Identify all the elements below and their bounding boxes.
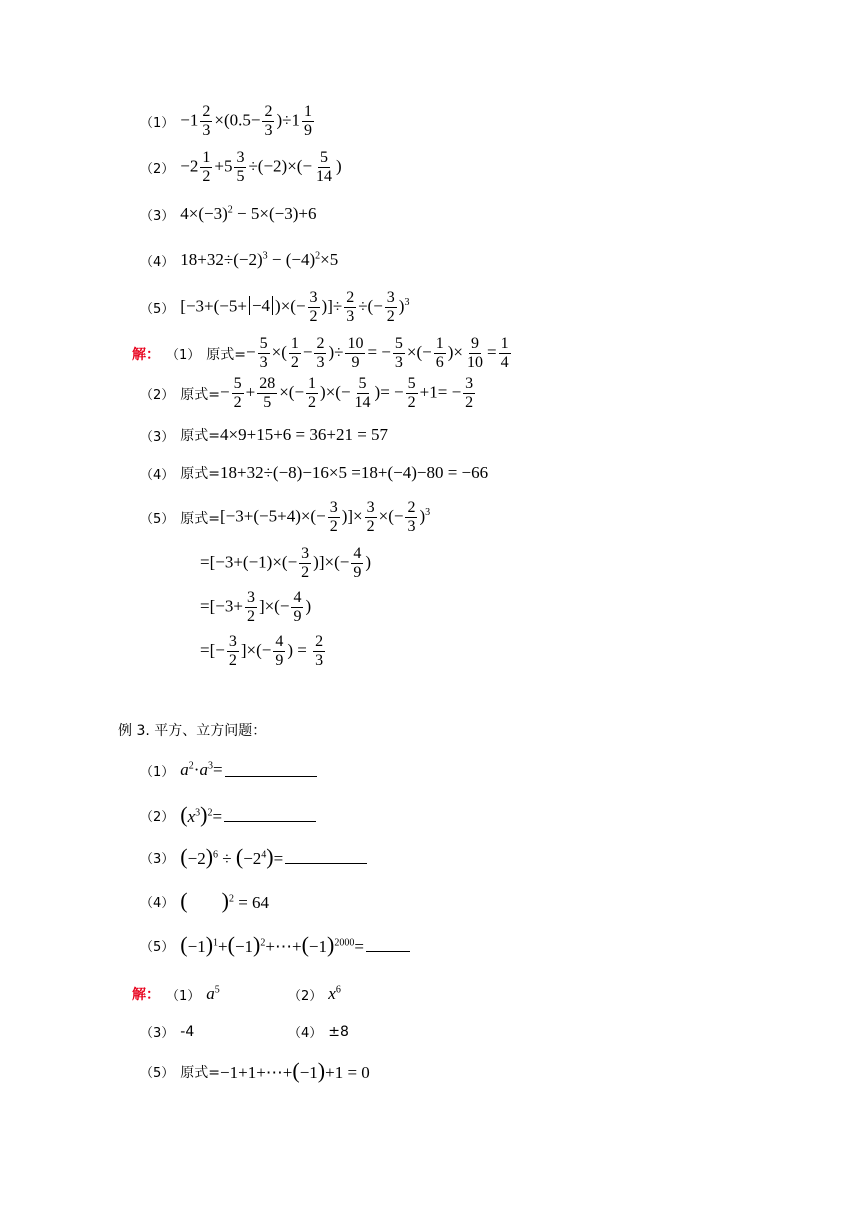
expression: [−3+(−5+ −4 )×(− $\frac{3}{2}$ )]÷ $\frac{2}{3}$ ÷(− $\frac{3}{2}$ )$^3$ xyxy=(180,289,410,325)
solution-number: （5） xyxy=(140,512,175,527)
solution-heading: 解： xyxy=(132,346,160,363)
problem-number: （2） xyxy=(140,162,175,177)
problem-4 xyxy=(140,250,338,270)
expression: =[−3+(−1)×(− $\frac{3}{2}$ )]×(− $\frac{4}{9}$ ) xyxy=(200,545,372,581)
section-title: 例 3. 平方、立方问题： xyxy=(118,723,267,739)
solution-number: （1） xyxy=(166,348,201,363)
problem-number: （4） xyxy=(140,254,175,270)
solution-number: （4） xyxy=(140,467,175,483)
expression: $(x^3)^2=$ xyxy=(180,802,223,827)
question-number: （5） xyxy=(140,940,175,955)
question-2 xyxy=(140,804,316,827)
answer-number: （1） xyxy=(166,988,201,1004)
problem-number: （1） xyxy=(140,116,175,131)
yuanshi-label: 原式= xyxy=(180,1064,221,1081)
question-number: （1） xyxy=(140,764,175,780)
answer-3 xyxy=(140,1022,194,1041)
expression: 18+32÷(−8)−16×5 =18+(−4)−80 = −66 xyxy=(220,463,489,482)
expression: $4\times(-3)^2 - 5\times(-3)+6$ xyxy=(180,204,317,223)
solution-heading: 解： xyxy=(132,987,160,1003)
expression: $a^2\cdot a^3=$ xyxy=(180,760,223,779)
solution-5 xyxy=(140,500,430,535)
expression: =[−3+ $\frac{3}{2}$ ]×(− $\frac{4}{9}$ ) xyxy=(200,589,312,625)
yuanshi-label: 原式= xyxy=(180,466,221,482)
expression: − $\frac{5}{2}$ + $\frac{28}{5}$ ×(− $\frac{1}{2}$ )×(− $\frac{5}{14}$ )= − $\frac{5}{2}$ +1= − $\frac{3}{2}$ xyxy=(220,375,474,411)
expression: −1+1+⋯+(−1)+1 = 0 xyxy=(220,1058,370,1083)
expression: [−3+(−5+4)×(− $\frac{3}{2}$ )]× $\frac{3}{2}$ ×(− $\frac{2}{3}$ )$^3$ xyxy=(220,499,431,535)
expression: $(-1)^1+(-1)^2+\cdots+(-1)^{2000}=$ xyxy=(180,932,364,957)
expression: ( )$^2$ = 64 xyxy=(180,888,270,913)
question-number: （2） xyxy=(140,810,175,825)
problem-number: （5） xyxy=(140,302,175,317)
problem-2 xyxy=(140,150,342,185)
expression: =[− $\frac{3}{2}$ ]×(− $\frac{4}{9}$ ) = $\frac{2}{3}$ xyxy=(200,633,324,669)
answer-number: （5） xyxy=(140,1066,175,1081)
problem-3 xyxy=(140,204,316,224)
answers-row-1 xyxy=(132,984,220,1004)
question-3 xyxy=(140,846,367,869)
expression: 4×9+15+6 = 36+21 = 57 xyxy=(220,425,389,444)
answer-number: （4） xyxy=(288,1026,323,1041)
yuanshi-label: 原式= xyxy=(180,510,221,527)
answer-number: （2） xyxy=(288,988,323,1004)
yuanshi-label: 原式= xyxy=(180,428,221,444)
expression: −1 $\frac{2}{3}$ ×(0.5− $\frac{2}{3}$ )÷1 $\frac{1}{9}$ xyxy=(180,103,312,139)
yuanshi-label: 原式= xyxy=(180,386,221,403)
answer-2 xyxy=(288,984,341,1004)
solution-1 xyxy=(132,336,513,371)
example-3-title xyxy=(118,720,266,740)
answer-value: ±8 xyxy=(328,1023,349,1040)
question-number: （3） xyxy=(140,852,175,867)
yuanshi-label: 原式= xyxy=(206,346,247,363)
solution-4 xyxy=(140,463,488,483)
answer-4 xyxy=(288,1022,349,1041)
answer-value: $x^6$ xyxy=(328,984,341,1003)
expression: $18+32\div(-2)^3 - (-4)^2\times 5$ xyxy=(180,250,339,269)
answer-value: $a^5$ xyxy=(206,984,220,1003)
solution-number: （3） xyxy=(140,429,175,445)
answer-value: -4 xyxy=(180,1023,195,1040)
question-1 xyxy=(140,760,317,780)
expression: − $\frac{5}{3}$ ×( $\frac{1}{2}$ − $\frac{2}{3}$ )÷ $\frac{10}{9}$ = − $\frac{5}{3}$ ×(− $\frac{1}{6}$ )× $\frac{9}{10}$ = $\frac{1}{4}$ xyxy=(246,335,509,371)
question-5 xyxy=(140,934,410,957)
solution-2 xyxy=(140,376,477,411)
solution-5-step-3 xyxy=(200,590,311,625)
solution-number: （2） xyxy=(140,388,175,403)
answer-blank[interactable] xyxy=(225,764,317,777)
answer-blank[interactable] xyxy=(285,851,367,864)
expression: $(-2)^6 \div (-2^4)=$ xyxy=(180,844,284,869)
answer-blank[interactable] xyxy=(224,809,316,822)
question-4 xyxy=(140,890,269,913)
problem-5 xyxy=(140,290,409,325)
expression: −2 $\frac{1}{2}$ +5 $\frac{3}{5}$ ÷(−2)×(− $\frac{5}{14}$ ) xyxy=(180,149,342,185)
solution-5-step-2 xyxy=(200,546,371,581)
problem-1 xyxy=(140,104,316,139)
solution-3 xyxy=(140,425,388,445)
answer-blank[interactable] xyxy=(366,939,410,952)
question-number: （4） xyxy=(140,896,175,911)
solution-5-step-4 xyxy=(200,634,327,669)
answer-number: （3） xyxy=(140,1026,175,1041)
problem-number: （3） xyxy=(140,208,175,224)
answer-5 xyxy=(140,1060,370,1083)
